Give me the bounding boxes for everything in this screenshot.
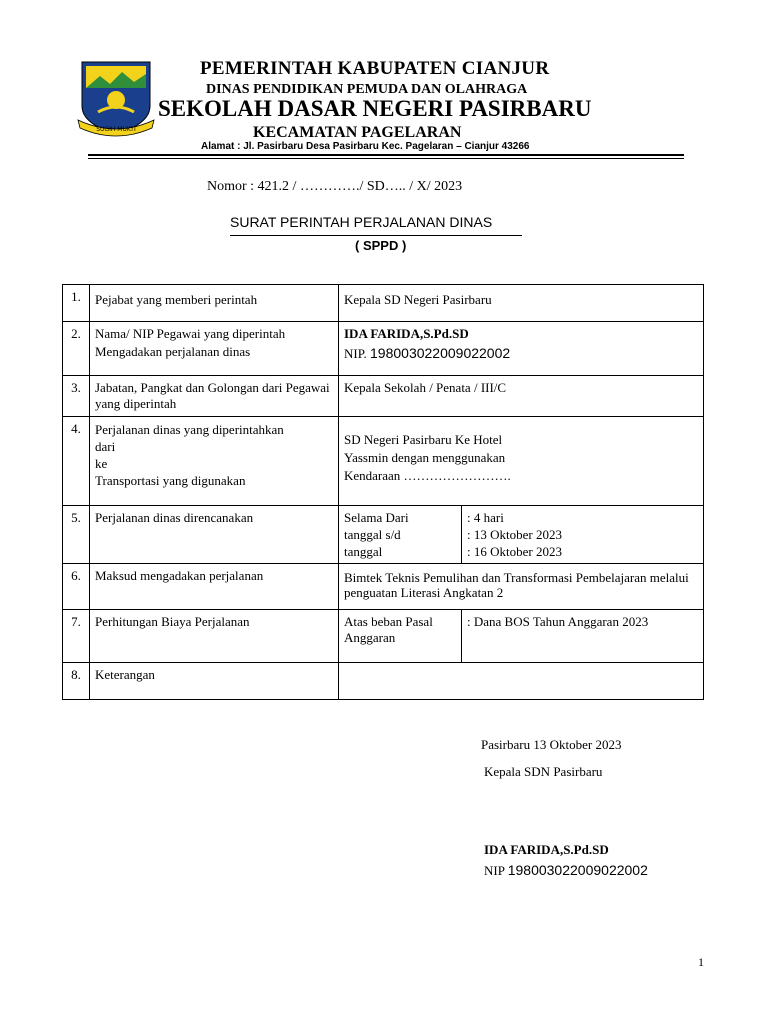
- employee-name: IDA FARIDA,S.Pd.SD: [344, 326, 469, 341]
- signature-nip: NIP 198003022009022002: [484, 862, 648, 878]
- svg-text:SUGIH MUKTI: SUGIH MUKTI: [96, 126, 136, 133]
- table-row: 3. Jabatan, Pangkat dan Golongan dari Pegawai yang diperintah Kepala Sekolah / Penata / III/C: [63, 376, 704, 417]
- header-school-name: SEKOLAH DASAR NEGERI PASIRBARU: [158, 96, 592, 121]
- letterhead-rule-thin: [88, 158, 684, 159]
- document-subtitle: ( SPPD ): [355, 238, 407, 253]
- document-title: SURAT PERINTAH PERJALANAN DINAS: [230, 214, 493, 230]
- table-row: 6. Maksud mengadakan perjalanan Bimtek Teknis Pemulihan dan Transformasi Pembelajaran melalui penguatan Literasi Angkatan 2: [63, 564, 704, 610]
- signature-name: IDA FARIDA,S.Pd.SD: [484, 842, 609, 857]
- header-department: DINAS PENDIDIKAN PEMUDA DAN OLAHRAGA: [206, 82, 528, 97]
- header-district: KECAMATAN PAGELARAN: [253, 124, 462, 141]
- table-row: 7. Perhitungan Biaya Perjalanan Atas beban Pasal Anggaran : Dana BOS Tahun Anggaran 2023: [63, 610, 704, 663]
- table-row: 8. Keterangan: [63, 663, 704, 700]
- signature-place-date: Pasirbaru 13 Oktober 2023: [481, 737, 622, 752]
- signature-position: Kepala SDN Pasirbaru: [484, 764, 603, 779]
- table-row: 5. Perjalanan dinas direncanakan Selama Dari tanggal s/d tanggal : 4 hari : 13 Oktober 2023 : 16 Oktober 2023: [63, 506, 704, 564]
- title-underline: [230, 235, 522, 236]
- sppd-table: [62, 284, 704, 700]
- table-row: 2. Nama/ NIP Pegawai yang diperintah Mengadakan perjalanan dinas IDA FARIDA,S.Pd.SD NIP. 198003022009022002: [63, 322, 704, 376]
- table-row: 1. Pejabat yang memberi perintah Kepala SD Negeri Pasirbaru: [63, 285, 704, 322]
- header-address: Alamat : Jl. Pasirbaru Desa Pasirbaru Kec. Pagelaran – Cianjur 43266: [201, 141, 530, 152]
- table-row: 4. Perjalanan dinas yang diperintahkan dari ke Transportasi yang digunakan SD Negeri Pasirbaru Ke Hotel Yassmin dengan menggunakan Kendaraan …………………….: [63, 417, 704, 506]
- letter-number: Nomor : 421.2 / …………./ SD….. / X/ 2023: [207, 179, 463, 194]
- letterhead-rule-thick: [88, 154, 684, 156]
- page-number: 1: [698, 955, 704, 969]
- row-value: Kepala SD Negeri Pasirbaru: [339, 285, 704, 322]
- cianjur-regency-logo: [76, 58, 156, 138]
- employee-nip: 198003022009022002: [370, 345, 511, 361]
- header-government: PEMERINTAH KABUPATEN CIANJUR: [200, 58, 550, 79]
